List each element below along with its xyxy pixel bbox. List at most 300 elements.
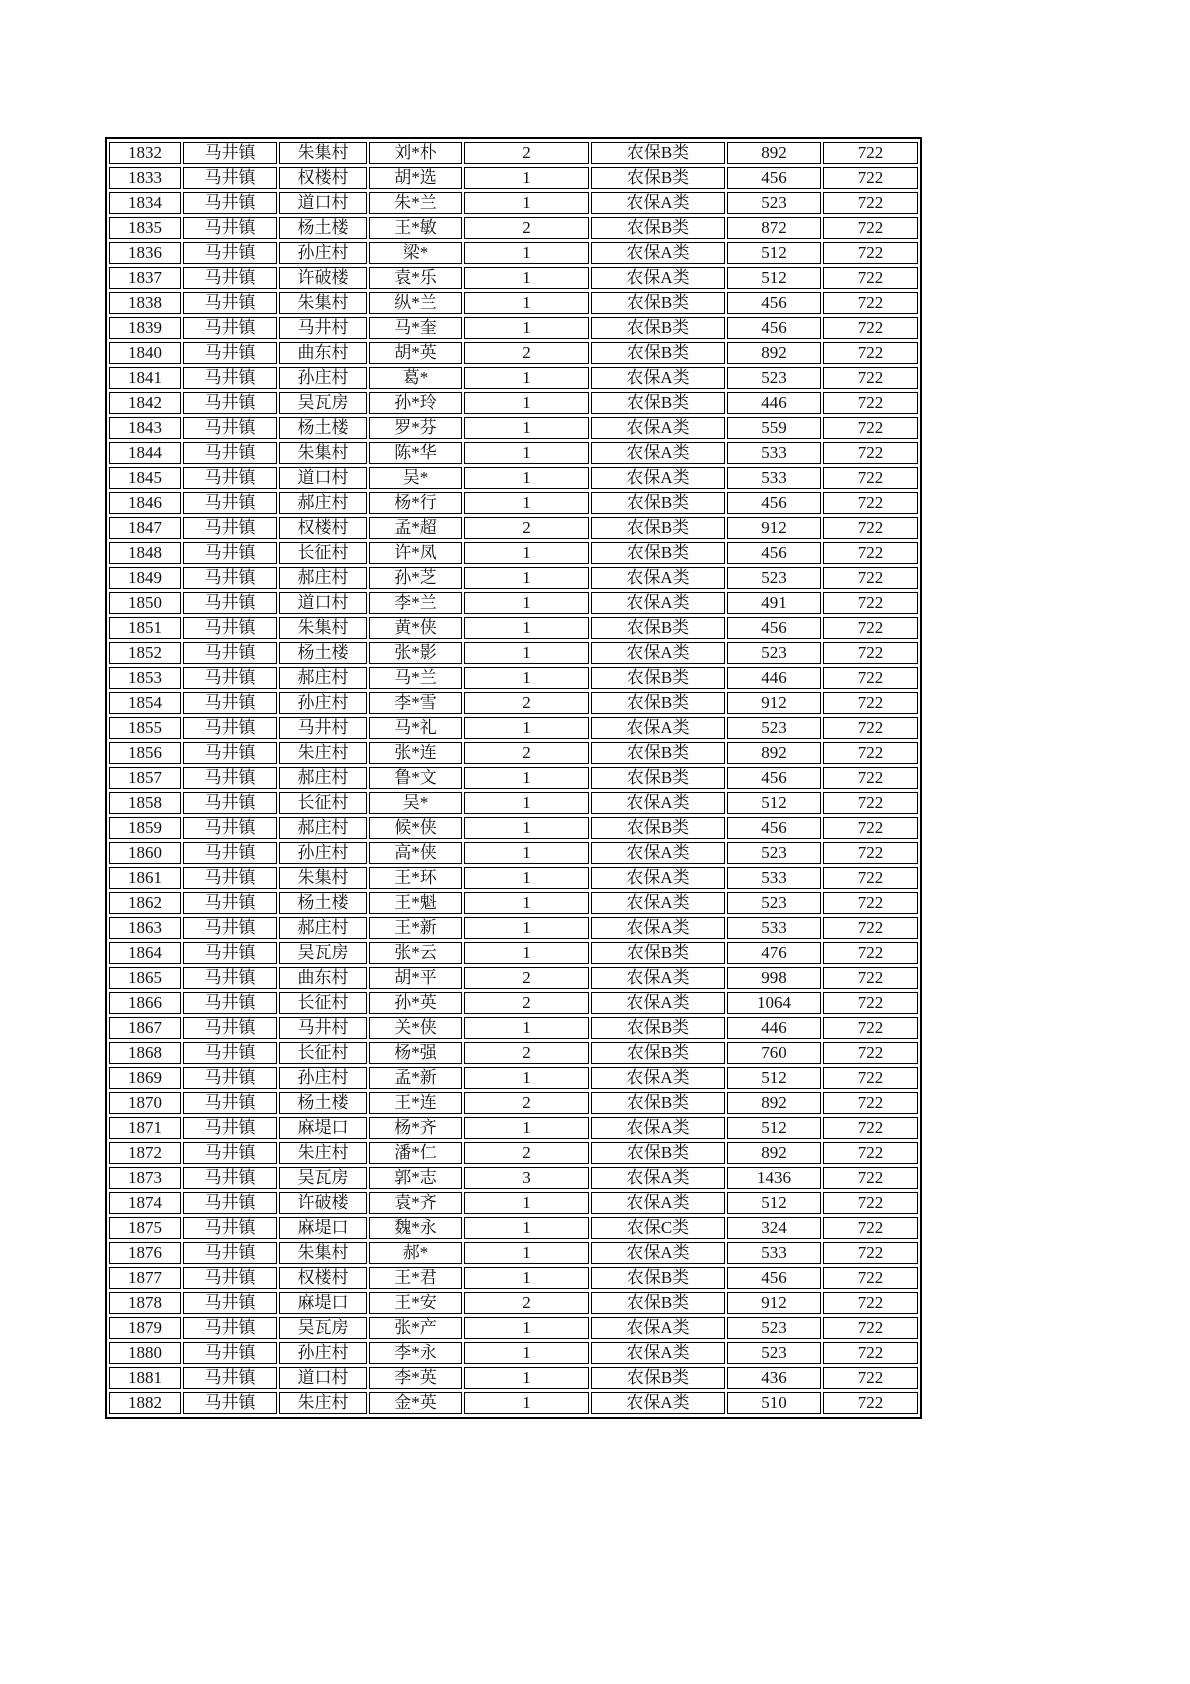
cell-count: 1 <box>464 567 589 589</box>
cell-count: 1 <box>464 392 589 414</box>
cell-amount: 523 <box>727 1342 821 1364</box>
cell-amount: 912 <box>727 517 821 539</box>
table-row <box>109 1117 918 1139</box>
cell-fixed: 722 <box>823 217 918 239</box>
cell-category: 农保B类 <box>591 767 725 789</box>
cell-name: 候*侠 <box>369 817 462 839</box>
cell-count: 2 <box>464 742 589 764</box>
cell-amount: 760 <box>727 1042 821 1064</box>
cell-category: 农保A类 <box>591 717 725 739</box>
cell-fixed: 722 <box>823 1117 918 1139</box>
cell-village: 马井村 <box>279 1017 367 1039</box>
cell-category: 农保B类 <box>591 517 725 539</box>
cell-town: 马井镇 <box>183 242 277 264</box>
table-row <box>109 492 918 514</box>
cell-serial: 1853 <box>109 667 181 689</box>
table-row <box>109 942 918 964</box>
cell-category: 农保B类 <box>591 1092 725 1114</box>
cell-village: 吴瓦房 <box>279 942 367 964</box>
cell-town: 马井镇 <box>183 492 277 514</box>
cell-town: 马井镇 <box>183 692 277 714</box>
cell-name: 王*君 <box>369 1267 462 1289</box>
cell-serial: 1836 <box>109 242 181 264</box>
cell-serial: 1872 <box>109 1142 181 1164</box>
cell-village: 权楼村 <box>279 167 367 189</box>
cell-amount: 892 <box>727 1142 821 1164</box>
cell-town: 马井镇 <box>183 167 277 189</box>
table-row <box>109 217 918 239</box>
cell-fixed: 722 <box>823 242 918 264</box>
cell-fixed: 722 <box>823 567 918 589</box>
table-row <box>109 717 918 739</box>
cell-village: 郝庄村 <box>279 567 367 589</box>
cell-town: 马井镇 <box>183 342 277 364</box>
cell-village: 朱集村 <box>279 442 367 464</box>
cell-amount: 523 <box>727 892 821 914</box>
cell-name: 潘*仁 <box>369 1142 462 1164</box>
cell-town: 马井镇 <box>183 642 277 664</box>
cell-village: 权楼村 <box>279 517 367 539</box>
cell-count: 1 <box>464 167 589 189</box>
cell-serial: 1845 <box>109 467 181 489</box>
cell-count: 1 <box>464 367 589 389</box>
cell-count: 1 <box>464 1342 589 1364</box>
cell-serial: 1876 <box>109 1242 181 1264</box>
cell-count: 2 <box>464 1142 589 1164</box>
cell-name: 高*侠 <box>369 842 462 864</box>
cell-count: 1 <box>464 817 589 839</box>
table-row <box>109 467 918 489</box>
cell-village: 吴瓦房 <box>279 392 367 414</box>
cell-name: 张*连 <box>369 742 462 764</box>
cell-village: 长征村 <box>279 542 367 564</box>
cell-village: 朱集村 <box>279 292 367 314</box>
cell-serial: 1857 <box>109 767 181 789</box>
cell-amount: 1064 <box>727 992 821 1014</box>
cell-name: 李*永 <box>369 1342 462 1364</box>
cell-town: 马井镇 <box>183 542 277 564</box>
cell-count: 2 <box>464 967 589 989</box>
cell-fixed: 722 <box>823 1392 918 1414</box>
cell-fixed: 722 <box>823 442 918 464</box>
cell-name: 孙*芝 <box>369 567 462 589</box>
table-row <box>109 1267 918 1289</box>
cell-town: 马井镇 <box>183 1092 277 1114</box>
cell-category: 农保A类 <box>591 592 725 614</box>
cell-serial: 1870 <box>109 1092 181 1114</box>
cell-serial: 1881 <box>109 1367 181 1389</box>
cell-amount: 512 <box>727 1192 821 1214</box>
cell-village: 权楼村 <box>279 1267 367 1289</box>
cell-village: 许破楼 <box>279 1192 367 1214</box>
cell-category: 农保A类 <box>591 792 725 814</box>
cell-category: 农保B类 <box>591 217 725 239</box>
table-row <box>109 542 918 564</box>
cell-name: 孙*英 <box>369 992 462 1014</box>
cell-village: 曲东村 <box>279 967 367 989</box>
cell-serial: 1846 <box>109 492 181 514</box>
table-row <box>109 1167 918 1189</box>
cell-town: 马井镇 <box>183 892 277 914</box>
cell-count: 2 <box>464 217 589 239</box>
cell-serial: 1877 <box>109 1267 181 1289</box>
cell-category: 农保B类 <box>591 1367 725 1389</box>
cell-amount: 512 <box>727 267 821 289</box>
cell-fixed: 722 <box>823 1342 918 1364</box>
cell-name: 王*敏 <box>369 217 462 239</box>
cell-town: 马井镇 <box>183 817 277 839</box>
cell-name: 许*凤 <box>369 542 462 564</box>
cell-category: 农保A类 <box>591 467 725 489</box>
cell-village: 道口村 <box>279 592 367 614</box>
cell-amount: 533 <box>727 867 821 889</box>
cell-name: 郝* <box>369 1242 462 1264</box>
cell-serial: 1848 <box>109 542 181 564</box>
cell-count: 2 <box>464 992 589 1014</box>
cell-village: 麻堤口 <box>279 1217 367 1239</box>
cell-village: 孙庄村 <box>279 367 367 389</box>
cell-category: 农保B类 <box>591 692 725 714</box>
cell-fixed: 722 <box>823 317 918 339</box>
table-row <box>109 1342 918 1364</box>
table-row <box>109 192 918 214</box>
cell-village: 杨土楼 <box>279 417 367 439</box>
cell-count: 1 <box>464 917 589 939</box>
cell-fixed: 722 <box>823 742 918 764</box>
cell-fixed: 722 <box>823 667 918 689</box>
cell-name: 孟*新 <box>369 1067 462 1089</box>
cell-town: 马井镇 <box>183 142 277 164</box>
cell-count: 1 <box>464 267 589 289</box>
table-row <box>109 592 918 614</box>
cell-village: 马井村 <box>279 717 367 739</box>
cell-town: 马井镇 <box>183 942 277 964</box>
cell-count: 1 <box>464 667 589 689</box>
cell-town: 马井镇 <box>183 392 277 414</box>
cell-amount: 533 <box>727 442 821 464</box>
cell-category: 农保B类 <box>591 542 725 564</box>
cell-town: 马井镇 <box>183 592 277 614</box>
table-row <box>109 1392 918 1414</box>
cell-amount: 512 <box>727 792 821 814</box>
table-row <box>109 1017 918 1039</box>
cell-fixed: 722 <box>823 1067 918 1089</box>
cell-serial: 1837 <box>109 267 181 289</box>
cell-serial: 1841 <box>109 367 181 389</box>
cell-town: 马井镇 <box>183 442 277 464</box>
cell-count: 1 <box>464 717 589 739</box>
cell-count: 2 <box>464 517 589 539</box>
cell-fixed: 722 <box>823 692 918 714</box>
cell-category: 农保A类 <box>591 417 725 439</box>
cell-count: 1 <box>464 842 589 864</box>
cell-name: 杨*强 <box>369 1042 462 1064</box>
cell-village: 杨土楼 <box>279 217 367 239</box>
cell-serial: 1871 <box>109 1117 181 1139</box>
cell-fixed: 722 <box>823 1292 918 1314</box>
cell-amount: 533 <box>727 917 821 939</box>
cell-fixed: 722 <box>823 1242 918 1264</box>
cell-amount: 446 <box>727 1017 821 1039</box>
cell-amount: 446 <box>727 667 821 689</box>
cell-fixed: 722 <box>823 967 918 989</box>
cell-town: 马井镇 <box>183 567 277 589</box>
table-row <box>109 517 918 539</box>
cell-fixed: 722 <box>823 592 918 614</box>
cell-town: 马井镇 <box>183 1117 277 1139</box>
cell-serial: 1874 <box>109 1192 181 1214</box>
cell-serial: 1882 <box>109 1392 181 1414</box>
cell-name: 鲁*文 <box>369 767 462 789</box>
cell-fixed: 722 <box>823 142 918 164</box>
cell-fixed: 722 <box>823 1217 918 1239</box>
cell-amount: 456 <box>727 542 821 564</box>
cell-amount: 892 <box>727 1092 821 1114</box>
cell-village: 麻堤口 <box>279 1117 367 1139</box>
cell-village: 孙庄村 <box>279 1342 367 1364</box>
cell-name: 郭*志 <box>369 1167 462 1189</box>
cell-name: 王*魁 <box>369 892 462 914</box>
cell-amount: 533 <box>727 467 821 489</box>
cell-amount: 523 <box>727 192 821 214</box>
table-row <box>109 917 918 939</box>
cell-serial: 1873 <box>109 1167 181 1189</box>
table-row <box>109 617 918 639</box>
cell-fixed: 722 <box>823 342 918 364</box>
cell-category: 农保A类 <box>591 1342 725 1364</box>
cell-name: 李*雪 <box>369 692 462 714</box>
cell-name: 刘*朴 <box>369 142 462 164</box>
cell-count: 1 <box>464 1242 589 1264</box>
cell-count: 1 <box>464 867 589 889</box>
cell-amount: 912 <box>727 692 821 714</box>
cell-serial: 1854 <box>109 692 181 714</box>
cell-category: 农保A类 <box>591 1317 725 1339</box>
cell-amount: 456 <box>727 292 821 314</box>
cell-name: 张*产 <box>369 1317 462 1339</box>
cell-category: 农保A类 <box>591 1067 725 1089</box>
cell-town: 马井镇 <box>183 1242 277 1264</box>
cell-category: 农保B类 <box>591 492 725 514</box>
cell-town: 马井镇 <box>183 1017 277 1039</box>
cell-fixed: 722 <box>823 542 918 564</box>
cell-category: 农保A类 <box>591 992 725 1014</box>
cell-category: 农保B类 <box>591 392 725 414</box>
cell-fixed: 722 <box>823 792 918 814</box>
table-row <box>109 167 918 189</box>
cell-category: 农保A类 <box>591 1192 725 1214</box>
cell-village: 吴瓦房 <box>279 1317 367 1339</box>
cell-town: 马井镇 <box>183 742 277 764</box>
table-row <box>109 442 918 464</box>
cell-count: 1 <box>464 1067 589 1089</box>
cell-amount: 523 <box>727 842 821 864</box>
cell-count: 1 <box>464 292 589 314</box>
cell-town: 马井镇 <box>183 517 277 539</box>
cell-amount: 523 <box>727 642 821 664</box>
cell-village: 朱庄村 <box>279 1142 367 1164</box>
cell-name: 葛* <box>369 367 462 389</box>
cell-village: 朱集村 <box>279 617 367 639</box>
table-row <box>109 1242 918 1264</box>
cell-amount: 512 <box>727 242 821 264</box>
cell-amount: 892 <box>727 142 821 164</box>
cell-fixed: 722 <box>823 892 918 914</box>
cell-village: 孙庄村 <box>279 692 367 714</box>
cell-town: 马井镇 <box>183 1217 277 1239</box>
cell-count: 1 <box>464 317 589 339</box>
cell-name: 吴* <box>369 467 462 489</box>
cell-town: 马井镇 <box>183 967 277 989</box>
cell-count: 1 <box>464 1392 589 1414</box>
cell-name: 王*环 <box>369 867 462 889</box>
cell-fixed: 722 <box>823 1367 918 1389</box>
table-row <box>109 792 918 814</box>
cell-town: 马井镇 <box>183 1167 277 1189</box>
cell-count: 1 <box>464 192 589 214</box>
cell-category: 农保A类 <box>591 1392 725 1414</box>
cell-serial: 1839 <box>109 317 181 339</box>
cell-serial: 1868 <box>109 1042 181 1064</box>
cell-amount: 1436 <box>727 1167 821 1189</box>
cell-village: 郝庄村 <box>279 767 367 789</box>
cell-serial: 1843 <box>109 417 181 439</box>
cell-village: 长征村 <box>279 1042 367 1064</box>
cell-amount: 912 <box>727 1292 821 1314</box>
cell-serial: 1838 <box>109 292 181 314</box>
cell-fixed: 722 <box>823 617 918 639</box>
table-row <box>109 867 918 889</box>
cell-name: 胡*英 <box>369 342 462 364</box>
cell-count: 2 <box>464 1292 589 1314</box>
table-row <box>109 1317 918 1339</box>
cell-amount: 446 <box>727 392 821 414</box>
table-row <box>109 1292 918 1314</box>
cell-name: 胡*选 <box>369 167 462 189</box>
cell-count: 1 <box>464 467 589 489</box>
cell-serial: 1867 <box>109 1017 181 1039</box>
cell-town: 马井镇 <box>183 767 277 789</box>
cell-count: 1 <box>464 542 589 564</box>
cell-village: 郝庄村 <box>279 667 367 689</box>
cell-village: 杨土楼 <box>279 892 367 914</box>
cell-name: 孙*玲 <box>369 392 462 414</box>
cell-category: 农保B类 <box>591 342 725 364</box>
cell-serial: 1862 <box>109 892 181 914</box>
cell-village: 朱集村 <box>279 867 367 889</box>
cell-category: 农保A类 <box>591 642 725 664</box>
records-table <box>105 137 922 1419</box>
records-table-container <box>105 137 922 1419</box>
cell-name: 张*影 <box>369 642 462 664</box>
cell-serial: 1861 <box>109 867 181 889</box>
cell-serial: 1849 <box>109 567 181 589</box>
cell-amount: 892 <box>727 342 821 364</box>
cell-town: 马井镇 <box>183 792 277 814</box>
cell-amount: 436 <box>727 1367 821 1389</box>
cell-town: 马井镇 <box>183 717 277 739</box>
cell-fixed: 722 <box>823 167 918 189</box>
cell-town: 马井镇 <box>183 1267 277 1289</box>
cell-serial: 1878 <box>109 1292 181 1314</box>
cell-serial: 1855 <box>109 717 181 739</box>
cell-count: 2 <box>464 1042 589 1064</box>
table-body <box>109 142 918 1414</box>
cell-fixed: 722 <box>823 467 918 489</box>
table-row <box>109 1192 918 1214</box>
cell-serial: 1869 <box>109 1067 181 1089</box>
cell-serial: 1833 <box>109 167 181 189</box>
cell-name: 魏*永 <box>369 1217 462 1239</box>
cell-name: 马*礼 <box>369 717 462 739</box>
cell-category: 农保A类 <box>591 1117 725 1139</box>
cell-amount: 456 <box>727 817 821 839</box>
cell-town: 马井镇 <box>183 267 277 289</box>
cell-category: 农保B类 <box>591 817 725 839</box>
table-row <box>109 1217 918 1239</box>
table-row <box>109 1067 918 1089</box>
table-row <box>109 342 918 364</box>
table-row <box>109 1042 918 1064</box>
cell-fixed: 722 <box>823 392 918 414</box>
table-row <box>109 1367 918 1389</box>
cell-town: 马井镇 <box>183 192 277 214</box>
cell-village: 朱庄村 <box>279 742 367 764</box>
cell-count: 1 <box>464 1217 589 1239</box>
cell-category: 农保A类 <box>591 267 725 289</box>
cell-count: 1 <box>464 442 589 464</box>
cell-category: 农保A类 <box>591 442 725 464</box>
cell-amount: 456 <box>727 317 821 339</box>
cell-name: 马*兰 <box>369 667 462 689</box>
cell-name: 杨*齐 <box>369 1117 462 1139</box>
table-row <box>109 392 918 414</box>
cell-village: 朱集村 <box>279 1242 367 1264</box>
cell-village: 孙庄村 <box>279 842 367 864</box>
cell-name: 吴* <box>369 792 462 814</box>
cell-category: 农保B类 <box>591 617 725 639</box>
cell-village: 道口村 <box>279 467 367 489</box>
table-row <box>109 292 918 314</box>
cell-name: 关*侠 <box>369 1017 462 1039</box>
cell-category: 农保A类 <box>591 867 725 889</box>
cell-fixed: 722 <box>823 1042 918 1064</box>
cell-serial: 1835 <box>109 217 181 239</box>
cell-village: 孙庄村 <box>279 1067 367 1089</box>
cell-amount: 491 <box>727 592 821 614</box>
cell-name: 纵*兰 <box>369 292 462 314</box>
cell-amount: 510 <box>727 1392 821 1414</box>
cell-village: 曲东村 <box>279 342 367 364</box>
cell-amount: 456 <box>727 617 821 639</box>
table-row <box>109 842 918 864</box>
cell-count: 1 <box>464 1117 589 1139</box>
cell-name: 王*安 <box>369 1292 462 1314</box>
cell-town: 马井镇 <box>183 1367 277 1389</box>
cell-count: 1 <box>464 1367 589 1389</box>
cell-serial: 1858 <box>109 792 181 814</box>
cell-category: 农保B类 <box>591 1042 725 1064</box>
cell-serial: 1856 <box>109 742 181 764</box>
cell-serial: 1866 <box>109 992 181 1014</box>
cell-count: 2 <box>464 342 589 364</box>
cell-name: 胡*平 <box>369 967 462 989</box>
cell-village: 吴瓦房 <box>279 1167 367 1189</box>
cell-serial: 1834 <box>109 192 181 214</box>
cell-village: 道口村 <box>279 192 367 214</box>
table-row <box>109 1142 918 1164</box>
cell-town: 马井镇 <box>183 992 277 1014</box>
